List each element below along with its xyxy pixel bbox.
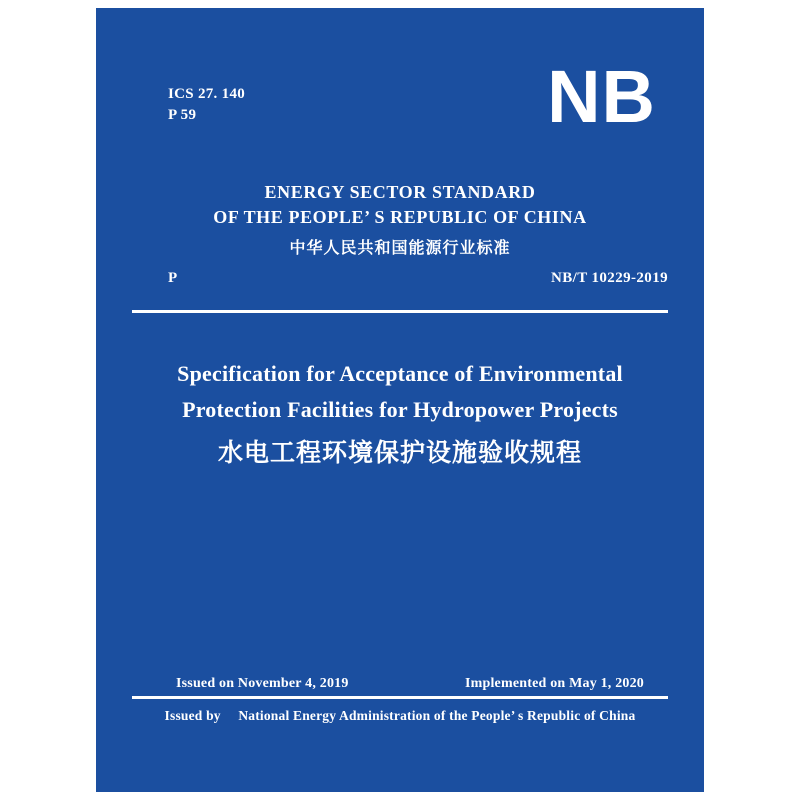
title-block bbox=[136, 356, 664, 470]
heading-chinese: 中华人民共和国能源行业标准 bbox=[289, 238, 511, 257]
title-chinese: 水电工程环境保护设施验收规程 bbox=[217, 438, 582, 467]
divider-bottom bbox=[132, 696, 668, 699]
dates-row bbox=[176, 676, 644, 692]
ccs-class-number: P 59 bbox=[168, 107, 197, 123]
standard-number: NB/T 10229-2019 bbox=[551, 270, 668, 286]
ics-classification-block bbox=[168, 84, 245, 126]
standard-cover bbox=[96, 8, 704, 792]
divider-top bbox=[132, 310, 668, 313]
standard-heading bbox=[96, 180, 704, 260]
issued-date: Issued on November 4, 2019 bbox=[176, 676, 349, 691]
issued-by-label: Issued by bbox=[164, 708, 221, 723]
implemented-date: Implemented on May 1, 2020 bbox=[464, 676, 644, 691]
nb-logo: NB bbox=[547, 55, 656, 138]
title-english-line-2: Protection Facilities for Hydropower Projects bbox=[182, 397, 618, 422]
heading-line-2: OF THE PEOPLE’ S REPUBLIC OF CHINA bbox=[213, 207, 587, 227]
heading-line-1: ENERGY SECTOR STANDARD bbox=[264, 182, 536, 202]
code-row bbox=[168, 270, 668, 287]
ics-number: ICS 27. 140 bbox=[168, 86, 246, 102]
issuer-row bbox=[96, 708, 704, 724]
issuer-name: National Energy Administration of the People’ s Republic of China bbox=[238, 708, 636, 723]
title-english-line-1: Specification for Acceptance of Environmental bbox=[177, 361, 623, 386]
class-code: P bbox=[168, 270, 178, 286]
